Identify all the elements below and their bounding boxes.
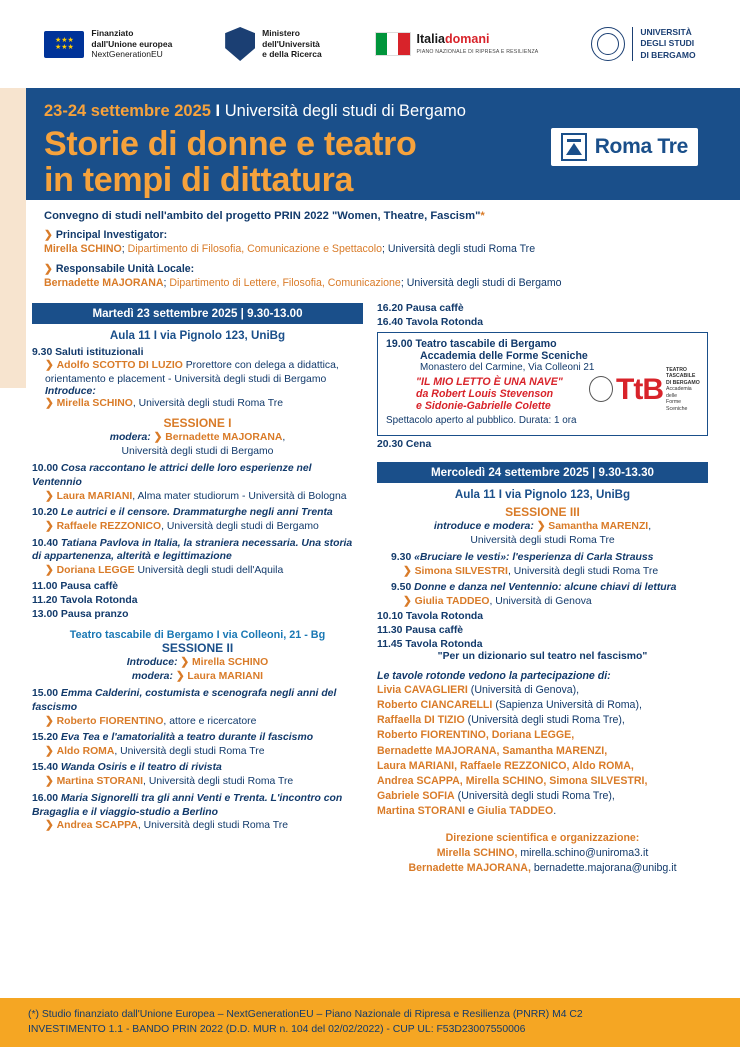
- talk-speaker: ❯ Andrea SCAPPA, Università degli studi Roma Tre: [45, 820, 288, 832]
- talk-title: Eva Tea e l'amatorialità a teatro durante il fascismo: [60, 732, 314, 744]
- programme-column-right: [377, 303, 708, 877]
- participant-aff: .: [553, 804, 557, 817]
- ttb-sub5: Forme Sceniche: [666, 399, 688, 412]
- day1-opening-time: 9.30: [32, 346, 53, 358]
- ul-name: Bernadette MAJORANA: [44, 277, 164, 290]
- conference-asterisk: *: [480, 210, 485, 222]
- talk-item: [32, 792, 363, 820]
- show-venue-1: Teatro tascabile di Bergamo: [415, 337, 557, 350]
- participant-row: [377, 759, 708, 774]
- logo-unibg-text: [632, 27, 695, 60]
- bullet-arrow-icon: ❯: [536, 520, 546, 532]
- logo-unibg: [591, 27, 695, 61]
- participant-name: Raffaella DI TIZIO: [377, 714, 465, 727]
- talk-speaker-name: Aldo ROMA: [56, 745, 115, 757]
- participant-name: Roberto FIORENTINO, Doriana LEGGE,: [377, 729, 575, 742]
- ul-label-row: [44, 263, 696, 275]
- talk-time: 10.40: [32, 537, 59, 549]
- participant-name: Martina STORANI: [377, 804, 466, 817]
- talk-time: 9.50: [391, 582, 412, 594]
- talk-speaker-name: Martina STORANI: [56, 776, 144, 788]
- participant-aff: (Sapienza Università di Roma),: [495, 699, 642, 712]
- talk-speaker-name: Laura MARIANI: [56, 490, 133, 502]
- talk-speaker-aff: Università degli studi Roma Tre: [120, 745, 265, 757]
- participant-aff: (Università di Genova),: [470, 684, 580, 697]
- talk-speaker-name: Giulia TADDEO: [414, 595, 490, 607]
- event-venue-university: Università degli studi di Bergamo: [224, 102, 466, 120]
- participant-name: Bernadette MAJORANA, Samantha MARENZI,: [377, 744, 608, 757]
- participant-aff: (Università degli studi Roma Tre),: [457, 789, 615, 802]
- participant-name: Livia CAVAGLIERI: [377, 684, 468, 697]
- talk-speaker: ❯ Laura MARIANI, Alma mater studiorum - Università di Bologna: [45, 490, 347, 502]
- event-date-line: [44, 102, 696, 121]
- talk-speaker-aff: Università degli studi Roma Tre: [513, 565, 659, 577]
- logo-ministero-line2: dell'Università: [262, 38, 320, 49]
- participant-row: [377, 728, 708, 743]
- talk-title: Emma Calderini, costumista e scenografa negli anni del fascismo: [32, 687, 337, 713]
- italy-flag-icon: [375, 32, 411, 56]
- day2-break-1: 10.10 Tavola Rotonda: [377, 611, 484, 623]
- session-1-label: SESSIONE I: [163, 415, 232, 430]
- talk-time: 15.20: [32, 732, 59, 744]
- day2-final-time: 11.45: [377, 639, 403, 651]
- talk-speaker-name: Andrea SCAPPA: [56, 820, 138, 832]
- participant-name: Roberto CIANCARELLI: [377, 699, 493, 712]
- talk-speaker: ❯ Simona SILVESTRI, Università degli studi Roma Tre: [403, 565, 659, 577]
- talk-title: Maria Signorelli tra gli anni Venti e Trenta. L'incontro con Bragaglia e il viaggio-studio a Berlino: [32, 792, 343, 818]
- talk-time: 15.40: [32, 762, 59, 774]
- romatre-label: Roma Tre: [594, 135, 688, 158]
- bullet-arrow-icon: ❯: [45, 490, 54, 502]
- talk-speaker: ❯ Martina STORANI, Università degli studi Roma Tre: [45, 776, 294, 788]
- bullet-arrow-icon: ❯: [45, 776, 54, 788]
- logo-ministero-line1: Ministero: [262, 28, 300, 39]
- day1-break-1: 11.00 Pausa caffè: [32, 580, 119, 592]
- pi-name: Mirella SCHINO: [44, 243, 122, 255]
- ul-univ: Università degli studi di Bergamo: [406, 277, 562, 290]
- talk-speaker: ❯ Roberto FIORENTINO, attore e ricercatore: [45, 715, 257, 727]
- show-author-2: e Sidonie-Gabrielle Colette: [416, 399, 551, 412]
- sponsor-logo-bar: [0, 0, 740, 88]
- session-1-modera-aff: Università degli studi di Bergamo: [121, 446, 274, 458]
- session-2-introduce-name: Mirella SCHINO: [192, 656, 269, 668]
- logo-romatre: [551, 128, 698, 166]
- session-3-introduce-aff: Università degli studi Roma Tre: [470, 534, 615, 546]
- participant-aff: (Università degli studi Roma Tre),: [467, 714, 625, 727]
- logo-eu: [44, 28, 172, 60]
- logo-italiadomani: [375, 32, 539, 56]
- bullet-arrow-icon: ❯: [403, 565, 412, 577]
- organisation-label: Direzione scientifica e organizzazione:: [445, 831, 640, 844]
- talk-item: [32, 506, 363, 520]
- day1-dinner: 20.30 Cena: [377, 438, 432, 450]
- logo-ministero-text: [262, 28, 322, 60]
- day1-opening-title: Saluti istituzionali: [55, 346, 144, 358]
- italiadomani-accent: domani: [445, 32, 490, 47]
- bullet-arrow-icon: ❯: [45, 360, 54, 372]
- talk-item: [377, 581, 708, 595]
- pi-names-row: Mirella SCHINO; Dipartimento di Filosofia, Comunicazione e Spettacolo; Università degli studi Roma Tre: [44, 243, 536, 255]
- talk-title: Wanda Osiris e il teatro di rivista: [60, 762, 222, 774]
- organiser-name: Bernadette MAJORANA,: [408, 862, 531, 875]
- session-2-chairs: [32, 656, 363, 684]
- day1-bar: Martedì 23 settembre 2025 | 9.30-13.00: [32, 303, 363, 324]
- ul-label: Responsabile Unità Locale:: [55, 263, 195, 276]
- talk-speaker-aff: Università degli studi Roma Tre: [143, 820, 288, 832]
- talk-item: [32, 761, 363, 775]
- ttb-mark-text: TtB: [616, 372, 664, 406]
- programme-column-left: [32, 303, 363, 877]
- decorative-side-strip: [0, 88, 26, 388]
- show-box: [377, 332, 708, 436]
- funding-footer-line1: (*) Studio finanziato dall'Unione Europea – NextGenerationEU – Piano Nazionale di Ripresa e Resilienza (PNRR) M4 C2: [28, 1008, 583, 1020]
- organisation-block: [377, 831, 708, 877]
- ttb-sub4: Accademia delle: [666, 386, 692, 399]
- talk-speaker-aff: attore e ricercatore: [169, 715, 257, 727]
- italiadomani-subtitle: PIANO NAZIONALE DI RIPRESA E RESILIENZA: [416, 48, 539, 55]
- talk-speaker-name: Roberto FIORENTINO: [56, 715, 164, 727]
- talk-title: Tatiana Pavlova in Italia, la straniera necessaria. Una storia di appartenenza, alterità e legittimazione: [32, 537, 353, 563]
- talk-speaker: [32, 564, 363, 578]
- logo-eu-line1: Finanziato: [91, 28, 134, 39]
- show-author-1: da Robert Louis Stevenson: [416, 387, 554, 400]
- day2-bar: Mercoledì 24 settembre 2025 | 9.30-13.30: [377, 462, 708, 483]
- talk-title: Cosa raccontano le attrici delle loro esperienze nel Ventennio: [32, 463, 312, 488]
- bullet-arrow-icon: ❯: [403, 595, 412, 607]
- logo-unibg-line3: DI BERGAMO: [640, 49, 696, 60]
- show-note: Spettacolo aperto al pubblico. Durata: 1 ora: [386, 414, 577, 426]
- eu-flag-icon: ★★★ ★★★: [44, 31, 84, 58]
- funding-footer-line2: INVESTIMENTO 1.1 - BANDO PRIN 2022 (D.D. MUR n. 104 del 02/02/2022) - CUP UL: F53D23007550006: [28, 1024, 526, 1036]
- ttb-logo-sub: [666, 367, 701, 413]
- conference-subtitle: [44, 210, 696, 222]
- ttb-sub1: TEATRO: [666, 366, 687, 373]
- poster-header: [0, 88, 740, 200]
- session-3-label: SESSIONE III: [505, 504, 580, 519]
- talk-time: 10.20: [32, 507, 59, 519]
- talk-title: «Bruciare le vesti»: l'esperienza di Carla Strauss: [414, 551, 654, 563]
- ttb-seal-icon: [589, 376, 613, 402]
- day2-break-2: 11.30 Pausa caffè: [377, 625, 464, 637]
- talk-speaker-aff: Università degli studi dell'Aquila: [137, 565, 284, 577]
- session-1-modera-name: Bernadette MAJORANA: [165, 431, 283, 443]
- bullet-arrow-icon: ❯: [44, 229, 53, 241]
- bullet-arrow-icon: ❯: [45, 715, 54, 727]
- session-2-label: SESSIONE II: [161, 640, 234, 655]
- talk-speaker: ❯ Giulia TADDEO, Università di Genova: [403, 595, 592, 607]
- participant-name: Laura MARIANI, Raffaele REZZONICO, Aldo ROMA,: [377, 759, 634, 772]
- participant-row: [377, 804, 708, 819]
- session-3-introduce-name: Samantha MARENZI: [548, 520, 649, 532]
- ul-names-row: Bernadette MAJORANA; Dipartimento di Lettere, Filosofia, Comunicazione; Università degli studi di Bergamo: [44, 277, 562, 290]
- show-title: "IL MIO LETTO È UNA NAVE": [416, 375, 563, 388]
- day1-introduce-label: Introduce:: [45, 386, 96, 398]
- participant-row: [377, 713, 708, 728]
- session-2-introduce-label: Introduce:: [126, 656, 178, 668]
- italiadomani-main: Italia: [416, 32, 446, 47]
- ul-dept: Dipartimento di Lettere, Filosofia, Comunicazione: [169, 277, 401, 290]
- session-2-modera-label: modera:: [131, 670, 173, 682]
- participant-aff: e: [468, 804, 474, 817]
- logo-ministero: [225, 27, 322, 61]
- talk-time: 10.00: [32, 463, 59, 475]
- session-3-chair: introduce e modera: ❯ Samantha MARENZI, Università degli studi Roma Tre: [377, 520, 708, 548]
- participant-row: [377, 774, 708, 789]
- ttb-sub2: TASCABILE: [666, 373, 696, 380]
- ttb-sub3: DI BERGAMO: [666, 379, 700, 386]
- talk-item: [32, 731, 363, 745]
- talk-item: [32, 462, 363, 490]
- pi-label-row: [44, 229, 696, 241]
- talk-time: 16.00: [32, 792, 59, 804]
- day1-introduce-person: ❯ Mirella SCHINO, Università degli studi Roma Tre: [45, 398, 283, 410]
- unibg-seal-icon: [591, 27, 625, 61]
- day1-break-3: 13.00 Pausa pranzo: [32, 608, 129, 620]
- page-title-line1: Storie di donne e teatro: [44, 125, 417, 163]
- organiser-row: [377, 846, 708, 861]
- conference-subtitle-text: Convegno di studi nell'ambito del progetto PRIN 2022 "Women, Theatre, Fascism": [44, 210, 481, 222]
- teatro-tascabile-logo: [589, 367, 701, 413]
- day2-final-roundtable: [377, 639, 708, 650]
- day1-break-4: 16.20 Pausa caffè: [377, 302, 464, 314]
- bullet-arrow-icon: ❯: [45, 820, 54, 832]
- bullet-arrow-icon: ❯: [180, 656, 190, 668]
- talk-speaker-name: Doriana LEGGE: [56, 565, 135, 577]
- day1-venue-afternoon: Teatro tascabile di Bergamo I via Colleoni, 21 - Bg: [69, 628, 326, 641]
- day1-break-2: 11.20 Tavola Rotonda: [32, 594, 138, 606]
- session-3-introduce-label: introduce e modera:: [433, 520, 534, 532]
- talk-speaker: ❯ Aldo ROMA, Università degli studi Roma Tre: [45, 745, 265, 757]
- bullet-arrow-icon: ❯: [44, 263, 53, 276]
- pi-label: Principal Investigator:: [55, 229, 168, 241]
- roundtable-participants-heading: Le tavole rotonde vedono la partecipazione di:: [377, 670, 611, 683]
- bullet-arrow-icon: ❯: [45, 565, 54, 577]
- romatre-mark-icon: [561, 133, 587, 161]
- day1-opening-speaker: [32, 359, 363, 386]
- organiser-name: Mirella SCHINO,: [436, 847, 518, 860]
- day1-break-5: 16.40 Tavola Rotonda: [377, 316, 484, 328]
- logo-italiadomani-text: [417, 33, 539, 54]
- programme-columns: [0, 297, 740, 877]
- participant-row: [377, 789, 708, 804]
- organiser-email[interactable]: mirella.schino@uniroma3.it: [520, 847, 649, 860]
- show-time: 19.00: [386, 337, 413, 350]
- pi-univ: Università degli studi Roma Tre: [387, 243, 536, 255]
- show-heading: [386, 338, 699, 350]
- event-date: 23-24 settembre 2025: [44, 102, 211, 120]
- participant-name: Andrea SCAPPA, Mirella SCHINO, Simona SILVESTRI,: [377, 774, 648, 787]
- bullet-arrow-icon: ❯: [153, 431, 163, 443]
- roundtable-participants-list: [377, 683, 708, 818]
- show-address: Monastero del Carmine, Via Colleoni 21: [420, 361, 595, 373]
- show-venue-2: Accademia delle Forme Sceniche: [420, 349, 588, 362]
- participant-row: [377, 698, 708, 713]
- talk-speaker-aff: Alma mater studiorum - Università di Bologna: [137, 490, 347, 502]
- logo-unibg-line1: UNIVERSITÀ: [640, 27, 692, 38]
- bullet-arrow-icon: ❯: [45, 521, 54, 533]
- day2-final-subtitle: "Per un dizionario sul teatro nel fascismo": [437, 651, 648, 663]
- logo-eu-line3: NextGenerationEU: [91, 49, 163, 60]
- day1-introduce-name: Mirella SCHINO: [56, 398, 133, 410]
- organiser-row: [377, 861, 708, 876]
- participant-row: [377, 744, 708, 759]
- ministero-emblem-icon: [225, 27, 255, 61]
- funding-footer: [0, 998, 740, 1047]
- day1-opening-speaker-name: Adolfo SCOTTO DI LUZIO: [56, 360, 183, 372]
- page-title-line2: in tempi di dittatura: [44, 161, 354, 200]
- talk-title: Donne e danza nel Ventennio: alcune chiavi di lettura: [414, 582, 677, 594]
- session-1-chair: modera: ❯ Bernadette MAJORANA, Università degli studi di Bergamo: [32, 431, 363, 459]
- logo-eu-text: [91, 28, 172, 60]
- participant-row: [377, 683, 708, 698]
- organiser-email[interactable]: bernadette.majorana@unibg.it: [533, 862, 677, 875]
- day1-room: Aula 11 I via Pignolo 123, UniBg: [109, 328, 286, 342]
- talk-item: [32, 687, 363, 715]
- logo-unibg-line2: DEGLI STUDI: [640, 38, 695, 49]
- talk-time: 9.30: [391, 551, 412, 563]
- bullet-arrow-icon: ❯: [45, 398, 54, 410]
- day2-room: Aula 11 I via Pignolo 123, UniBg: [454, 487, 631, 501]
- day1-opening: [32, 346, 363, 360]
- talk-speaker-aff: Università degli studi Roma Tre: [148, 776, 294, 788]
- talk-speaker-aff: Università di Genova: [495, 595, 592, 607]
- bullet-arrow-icon: ❯: [45, 745, 54, 757]
- intro-block: [0, 200, 740, 297]
- session-1-modera-label: modera:: [109, 431, 151, 443]
- talk-time: 15.00: [32, 687, 59, 699]
- talk-speaker-aff: Università degli studi di Bergamo: [166, 521, 319, 533]
- logo-eu-line2: dall'Unione europea: [91, 38, 173, 49]
- participant-name: Gabriele SOFIA: [377, 789, 455, 802]
- talk-item: [377, 551, 708, 565]
- day2-final-label: Tavola Rotonda: [405, 639, 483, 651]
- logo-ministero-line3: e della Ricerca: [262, 49, 322, 60]
- day1-opening-speaker-role: Prorettore con delega a didattica, orientamento e placement - Università degli studi di Bergamo: [45, 360, 339, 385]
- talk-title: Le autrici e il censore. Drammaturghe negli anni Trenta: [60, 507, 333, 519]
- talk-speaker-name: Simona SILVESTRI: [414, 565, 508, 577]
- talk-speaker-name: Raffaele REZZONICO: [56, 521, 162, 533]
- pi-dept: Dipartimento di Filosofia, Comunicazione e Spettacolo: [127, 243, 382, 255]
- day1-introduce-aff: Università degli studi Roma Tre: [138, 398, 283, 410]
- date-separator: I: [215, 102, 221, 120]
- session-2-modera-name: Laura MARIANI: [187, 670, 264, 682]
- bullet-arrow-icon: ❯: [175, 670, 185, 682]
- talk-speaker: ❯ Raffaele REZZONICO, Università degli studi di Bergamo: [45, 521, 319, 533]
- participant-name: Giulia TADDEO: [476, 804, 554, 817]
- talk-item: [32, 537, 363, 565]
